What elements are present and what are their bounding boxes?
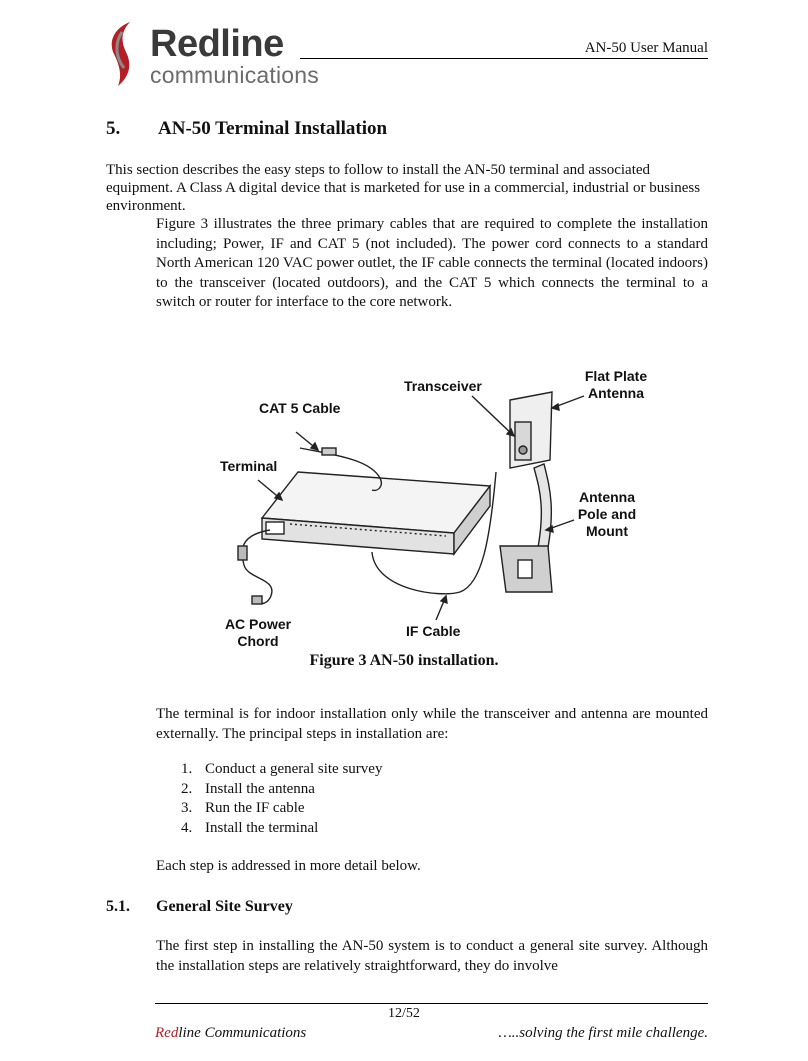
installation-steps-list: [156, 760, 382, 838]
footer-rule: [155, 1003, 708, 1004]
label-antenna-pole-mount: Antenna Pole and Mount: [577, 489, 637, 539]
header-rule: [300, 58, 708, 59]
subsection-heading: [106, 898, 293, 916]
section-number: 5.: [106, 118, 121, 139]
label-transceiver: Transceiver: [404, 378, 482, 394]
each-step-paragraph: Each step is addressed in more detail below.: [156, 858, 421, 874]
company-logo: [100, 18, 319, 88]
antenna-pole: [534, 464, 551, 558]
subsection-number: 5.1.: [106, 898, 130, 915]
subsection-title: General Site Survey: [156, 898, 293, 915]
list-item: 1. Conduct a general site survey: [181, 761, 383, 777]
terminal-power-socket: [266, 522, 284, 534]
document-title: AN-50 User Manual: [584, 40, 708, 56]
list-item: 3. Run the IF cable: [181, 800, 305, 816]
ac-power-cord: [242, 530, 272, 604]
section-title: AN-50 Terminal Installation: [158, 118, 388, 139]
section-heading: [106, 118, 387, 140]
list-item: 2. Install the antenna: [181, 780, 315, 797]
list-item: 4. Install the terminal: [181, 819, 319, 836]
footer-tagline: …..solving the first mile challenge.: [498, 1025, 708, 1041]
figure-caption: Figure 3 AN-50 installation.: [309, 652, 499, 669]
steps-intro-paragraph: The terminal is for indoor installation only while the transceiver and antenna are mounted externally. The principal steps in installation are:: [156, 706, 708, 742]
site-survey-paragraph: The first step in installing the AN-50 system is to conduct a general site survey. Although the installation steps are relatively straightforward, they do involve: [156, 938, 708, 974]
label-ac-power-chord: AC Power Chord: [224, 616, 292, 649]
transceiver-arrow: [472, 396, 514, 436]
label-cat5-cable: CAT 5 Cable: [259, 400, 341, 416]
label-flat-plate-antenna: Flat Plate Antenna: [584, 368, 648, 401]
intro-paragraph: This section describes the easy steps to follow to install the AN-50 terminal and associated equipment. A Class A digital device that is marketed for use in a commercial, industrial or business environment.: [106, 162, 701, 214]
figure-description-paragraph: Figure 3 illustrates the three primary cables that are required to complete the installation including; Power, IF and CAT 5 (not included). The power cord connects to a standard North American 120 VAC power outlet, the IF cable connects the terminal (located indoors) to the transceiver (located outdoors), and the CAT 5 which connects the terminal to a switch or router for interface to the core network.: [156, 216, 708, 310]
label-terminal: Terminal: [220, 458, 278, 474]
installation-figure: [200, 360, 660, 649]
label-if-cable: IF Cable: [406, 623, 461, 639]
redline-swoosh-icon: [100, 18, 150, 88]
logo-subtext: communications: [150, 62, 319, 88]
footer-company: Redline Communications: [155, 1025, 307, 1041]
logo-word: Redline: [150, 23, 284, 65]
page-number: 12/52: [388, 1006, 420, 1021]
